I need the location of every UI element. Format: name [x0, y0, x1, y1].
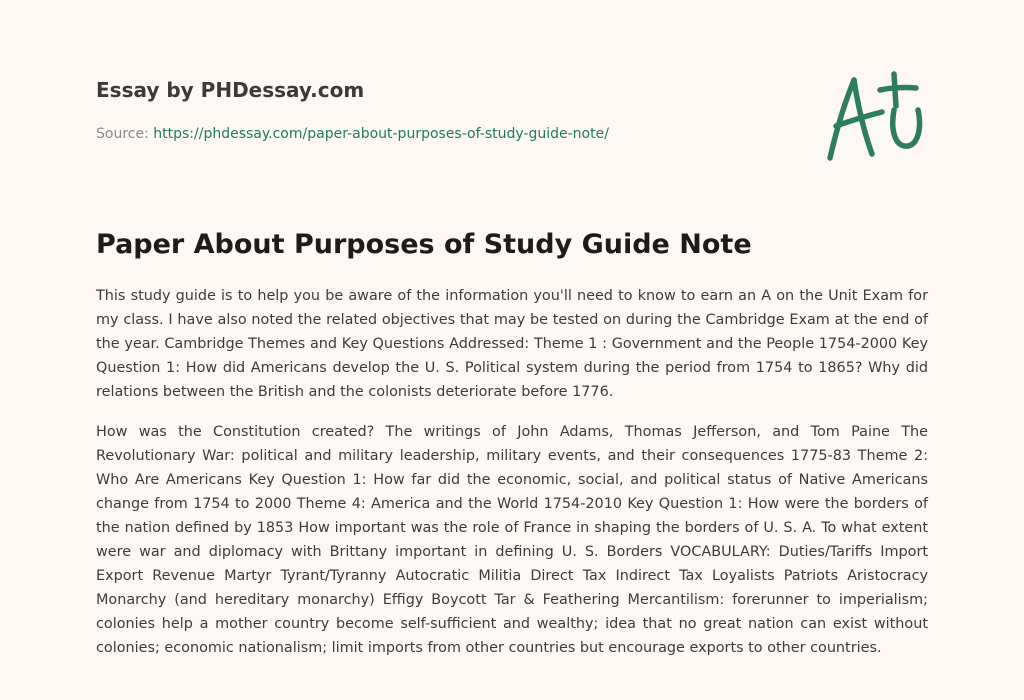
page-title: Paper About Purposes of Study Guide Note [96, 229, 752, 260]
paragraph: How was the Constitution created? The writings of John Adams, Thomas Jefferson, and Tom Paine The Revolutionary War: political and military leadership, military events, and their consequences 1775-83 Theme 2: Who Are Americans Key Question 1: How far did the economic, social, and political status of Native Americans change from 1754 to 2000 Theme 4: America and the World 1754-2010 Key Question 1: How were the borders of the nation defined by 1853 How important was the role of France in shaping the borders of U. S. A. To what extent were war and diplomacy with Brittany important in defining U. S. Borders VOCABULARY: Duties/Tariffs Import Export Revenue Martyr Tyrant/Tyranny Autocratic Militia Direct Tax Indirect Tax Loyalists Patriots Aristocracy Monarchy (and hereditary monarchy) Effigy Boycott Tar & Feathering Mercantilism: forerunner to imperialism; colonies help a mother country become self-sufficient and wealthy; idea that no great nation can exist without colonies; economic nationalism; limit imports from other countries but encourage exports to other countries. [96, 424, 928, 656]
a-plus-logo-icon [820, 66, 930, 166]
brand-title: Essay by PHDessay.com [96, 78, 365, 102]
essay-header [96, 76, 796, 144]
source-line [96, 124, 796, 144]
essay-body [96, 284, 928, 676]
source-link[interactable]: https://phdessay.com/paper-about-purposes-of-study-guide-note/ [153, 126, 609, 142]
paragraph: This study guide is to help you be aware of the information you'll need to know to earn an A on the Unit Exam for my class. I have also noted the related objectives that may be tested on during the Cambridge Exam at the end of the year. Cambridge Themes and Key Questions Addressed: Theme 1 : Government and the People 1754-2000 Key Question 1: How did Americans develop the U. S. Political system during the period from 1754 to 1865? Why did relations between the British and the colonists deteriorate before 1776. [96, 288, 928, 400]
source-label: Source: [96, 126, 154, 142]
